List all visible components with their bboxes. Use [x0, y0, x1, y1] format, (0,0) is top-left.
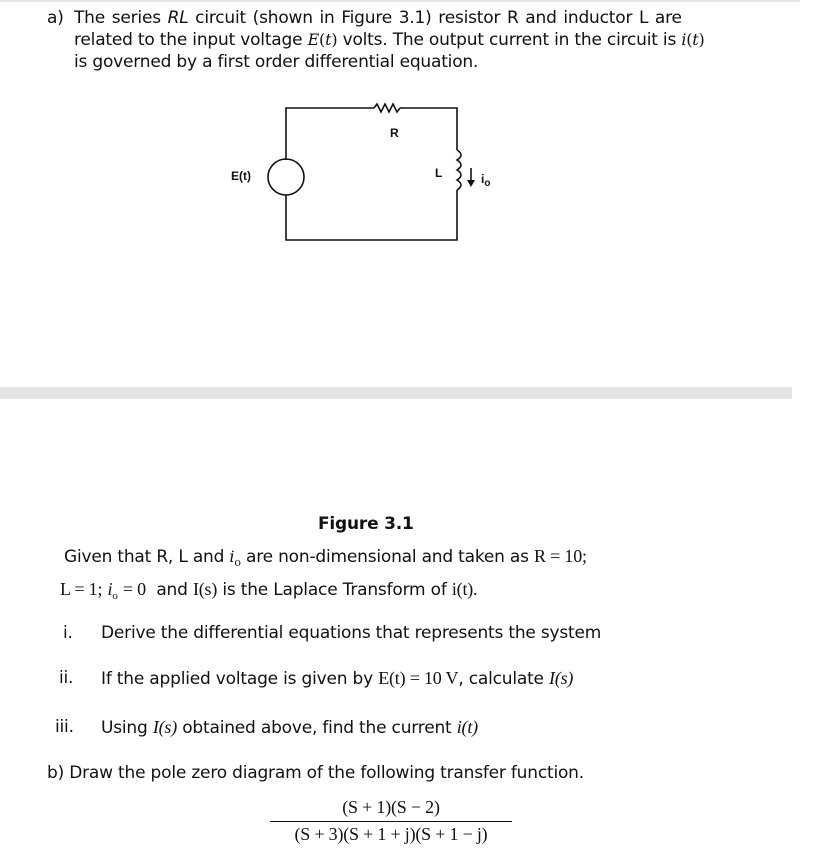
section-divider	[0, 387, 792, 399]
part-a-line-2: related to the input voltage E(t) volts. The output current in the circuit is i(t)	[74, 30, 705, 50]
inductor-coil	[457, 150, 461, 190]
question-3-text: Using I(s) obtained above, find the current i(t)	[101, 717, 478, 738]
transfer-function-denominator: (S + 3)(S + 1 + j)(S + 1 − j)	[294, 824, 488, 844]
current-arrow-head	[467, 180, 475, 187]
fraction-bar	[270, 821, 512, 822]
transfer-function-numerator: (S + 1)(S − 2)	[342, 797, 440, 817]
inductor-label: L	[435, 166, 443, 180]
part-b-line: b) Draw the pole zero diagram of the following transfer function.	[47, 763, 584, 783]
resistor-label: R	[390, 126, 399, 140]
top-border	[0, 0, 800, 2]
wire-top-right	[400, 108, 457, 150]
voltage-source-circle	[268, 159, 304, 195]
question-3-number: iii.	[55, 717, 74, 737]
part-a-line-3: is governed by a first order differential equation.	[74, 52, 479, 72]
part-a-line-1: The series RL circuit (shown in Figure 3.1) resistor R and inductor L are	[74, 8, 682, 28]
source-label: E(t)	[231, 169, 251, 183]
question-1-text: Derive the differential equations that represents the system	[101, 623, 602, 643]
part-a-label: a)	[47, 8, 64, 28]
question-1-number: i.	[63, 623, 73, 643]
rl-circuit-diagram	[200, 90, 520, 260]
figure-caption: Figure 3.1	[318, 514, 414, 534]
given-line-2: L = 1; $i_o = 0$ and I(s) is the Laplace Transform of i(t).	[60, 579, 478, 602]
current-label: $i_o$	[481, 172, 491, 189]
wire-top-left	[286, 108, 374, 160]
wire-right-bottom	[286, 190, 457, 240]
resistor-zigzag	[374, 104, 400, 112]
question-2-text: If the applied voltage is given by E(t) = 10 V, calculate I(s)	[101, 668, 574, 689]
question-2-number: ii.	[59, 668, 74, 688]
given-line-1: Given that R, L and $i_o$ are non-dimensional and taken as R = 10;	[64, 546, 587, 569]
